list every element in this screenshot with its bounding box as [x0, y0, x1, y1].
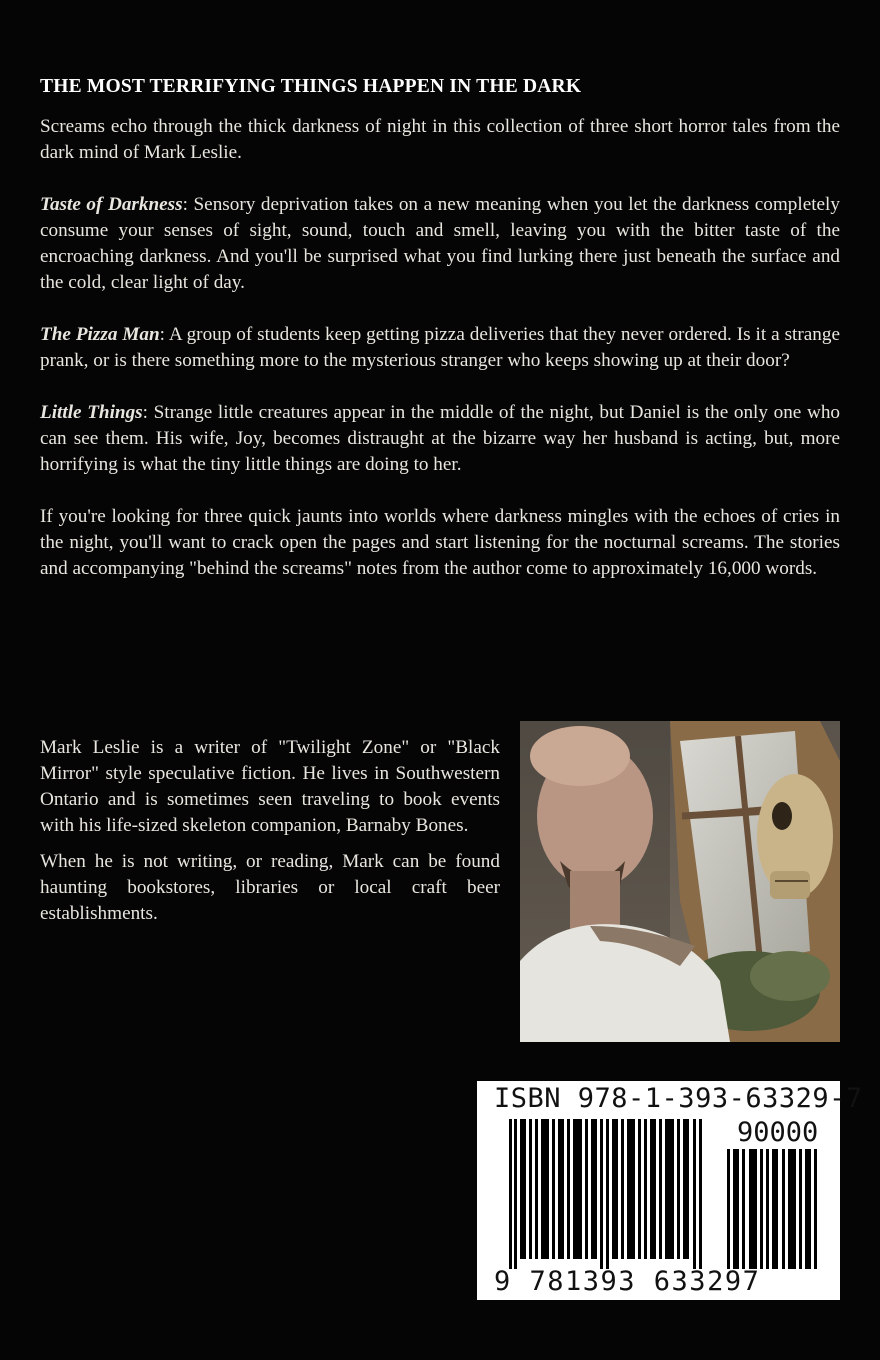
closing-paragraph: If you're looking for three quick jaunts into worlds where darkness mingles with the echoes of cries in the night, you'll want to crack open the pages and start listening for the nocturnal screams. The stories and accompanying "behind the screams" notes from the author come to approximately 16,000 words.	[40, 506, 840, 579]
story-description: : Strange little creatures appear in the middle of the night, but Daniel is the only one who can see them. His wife, Joy, becomes distraught at the bizarre way her husband is acting, but, more horrifying is what the tiny little things are doing to her.	[40, 402, 841, 475]
isbn-barcode	[477, 1081, 863, 1300]
story-description: : Sensory deprivation takes on a new meaning when you let the darkness completely consume your senses of sight, sound, touch and smell, leaving you with the bitter taste of the encroaching darkness. And you'll be surprised what you find lurking there just beneath the surface and the cold, clear light of day.	[40, 194, 840, 293]
back-cover-heading: THE MOST TERRIFYING THINGS HAPPEN IN THE DARK	[40, 76, 582, 97]
story-title: The Pizza Man	[40, 324, 160, 345]
story-title: Taste of Darkness	[40, 194, 183, 215]
author-bio	[40, 735, 500, 937]
story-paragraph-taste-of-darkness	[40, 192, 840, 296]
addon-bars	[727, 1149, 827, 1269]
book-blurb	[40, 114, 840, 608]
story-title: Little Things	[40, 402, 143, 423]
story-paragraph-little-things	[40, 400, 840, 478]
story-paragraph-pizza-man	[40, 322, 840, 374]
price-addon-label: 90000	[737, 1117, 819, 1148]
ean-bars	[509, 1119, 709, 1269]
isbn-label: ISBN 978-1-393-63329-7	[494, 1083, 863, 1114]
author-bio-paragraph: When he is not writing, or reading, Mark can be found haunting bookstores, libraries or local craft beer establishments.	[40, 851, 500, 924]
story-description: : A group of students keep getting pizza deliveries that they never ordered. Is it a strange prank, or is there something more to the mysterious stranger who keeps showing up at their door?	[40, 324, 840, 371]
author-photo	[520, 721, 840, 1042]
intro-paragraph: Screams echo through the thick darkness of night in this collection of three short horror tales from the dark mind of Mark Leslie.	[40, 116, 840, 163]
author-bio-paragraph: Mark Leslie is a writer of "Twilight Zone" or "Black Mirror" style speculative fiction. He lives in Southwestern Ontario and is sometimes seen traveling to book events with his life-sized skeleton companion, Barnaby Bones.	[40, 737, 500, 836]
ean-digits: 9 781393 633297	[494, 1266, 761, 1297]
